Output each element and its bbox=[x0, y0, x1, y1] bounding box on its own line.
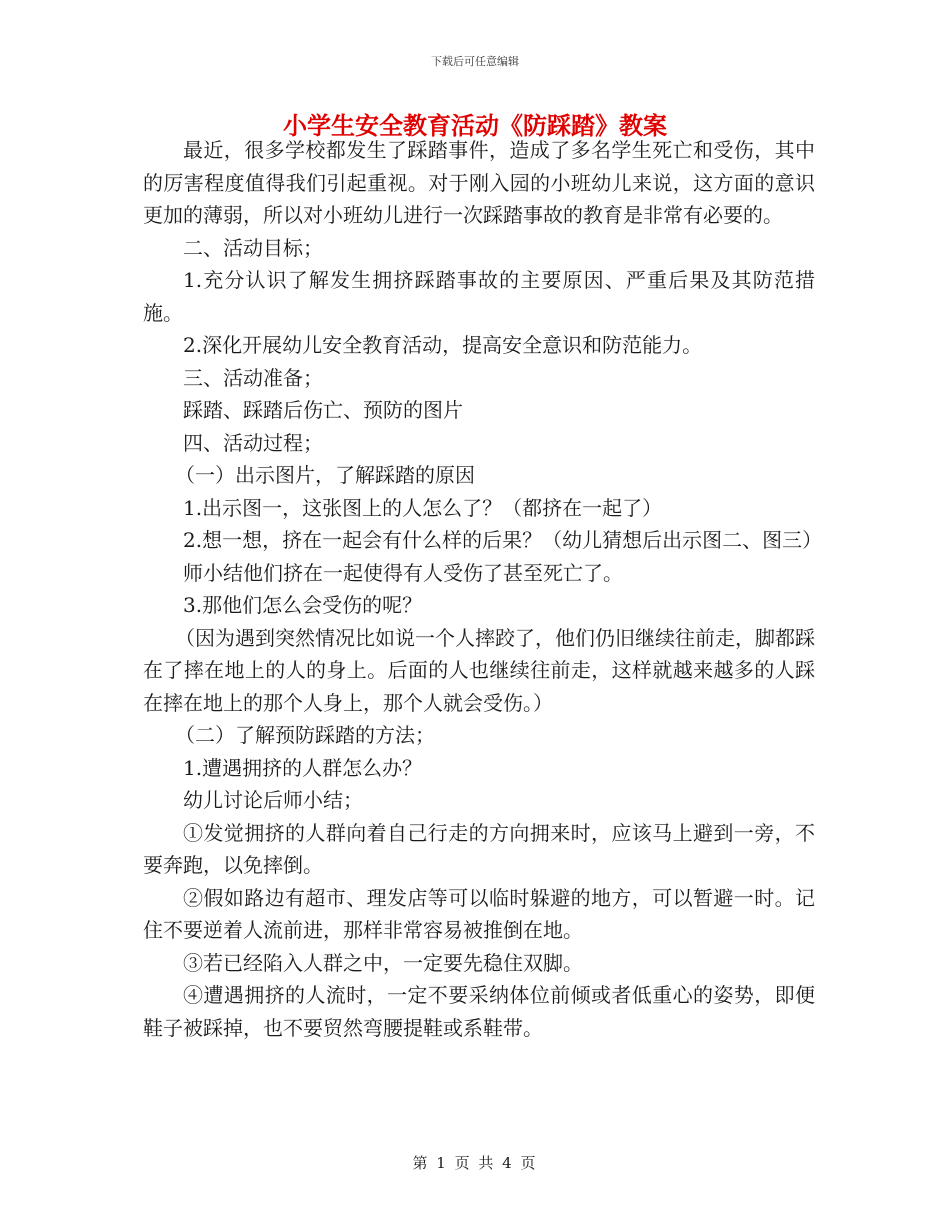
paragraph-intro: 最近，很多学校都发生了踩踏事件，造成了多名学生死亡和受伤，其中的厉害程度值得我们引起重视。对于刚入园的小班幼儿来说，这方面的意识更加的薄弱，所以对小班幼儿进行一次踩踏事故的教育是非常有必要的。 bbox=[143, 138, 815, 227]
section-heading-goals: 二、活动目标； bbox=[183, 235, 323, 260]
paragraph-summary-1: 师小结他们挤在一起使得有人受伤了甚至死亡了。 bbox=[183, 560, 623, 585]
paragraph-tip-3: ③若已经陷入人群之中，一定要先稳住双脚。 bbox=[183, 950, 583, 975]
paragraph-method-question: 1.遭遇拥挤的人群怎么办？ bbox=[183, 755, 423, 780]
paragraph-explanation: （因为遇到突然情况比如说一个人摔跤了，他们仍旧继续往前走，脚都踩在了摔在地上的人的身上。后面的人也继续往前走，这样就越来越多的人踩在摔在地上的那个人身上，那个人就会受伤。） bbox=[143, 625, 815, 715]
page-header: 下载后可任意编辑 bbox=[431, 55, 519, 68]
document-title: 小学生安全教育活动《防踩踏》教案 bbox=[283, 111, 667, 140]
page-footer: 第 1 页 共 4 页 bbox=[412, 1154, 538, 1172]
paragraph-tip-2: ②假如路边有超市、理发店等可以临时躲避的地方，可以暂避一时。记住不要逆着人流前进，那样非常容易被推倒在地。 bbox=[143, 885, 815, 942]
paragraph-preparation: 踩踏、踩踏后伤亡、预防的图片 bbox=[183, 398, 463, 422]
section-heading-process: 四、活动过程； bbox=[183, 430, 323, 455]
paragraph-goal-2: 2.深化开展幼儿安全教育活动，提高安全意识和防范能力。 bbox=[183, 333, 703, 357]
paragraph-tip-4: ④遭遇拥挤的人流时，一定不要采纳体位前倾或者低重心的姿势，即便鞋子被踩掉，也不要贸然弯腰提鞋或系鞋带。 bbox=[143, 983, 815, 1040]
paragraph-tip-1: ①发觉拥挤的人群向着自己行走的方向拥来时，应该马上避到一旁，不要奔跑，以免摔倒。 bbox=[143, 820, 815, 877]
subsection-heading-1: （一）出示图片，了解踩踏的原因 bbox=[175, 463, 475, 487]
paragraph-step-1: 1.出示图一，这张图上的人怎么了？（都挤在一起了） bbox=[183, 495, 663, 520]
paragraph-step-2: 2.想一想，挤在一起会有什么样的后果？（幼儿猜想后出示图二、图三） bbox=[183, 528, 823, 552]
paragraph-goal-1: 1.充分认识了解发生拥挤踩踏事故的主要原因、严重后果及其防范措施。 bbox=[143, 268, 815, 325]
section-heading-preparation: 三、活动准备； bbox=[183, 365, 323, 390]
paragraph-step-3: 3.那他们怎么会受伤的呢？ bbox=[183, 593, 423, 617]
paragraph-discussion: 幼儿讨论后师小结； bbox=[183, 788, 363, 812]
document-body bbox=[143, 134, 823, 1044]
subsection-heading-2: （二）了解预防踩踏的方法； bbox=[175, 723, 435, 747]
